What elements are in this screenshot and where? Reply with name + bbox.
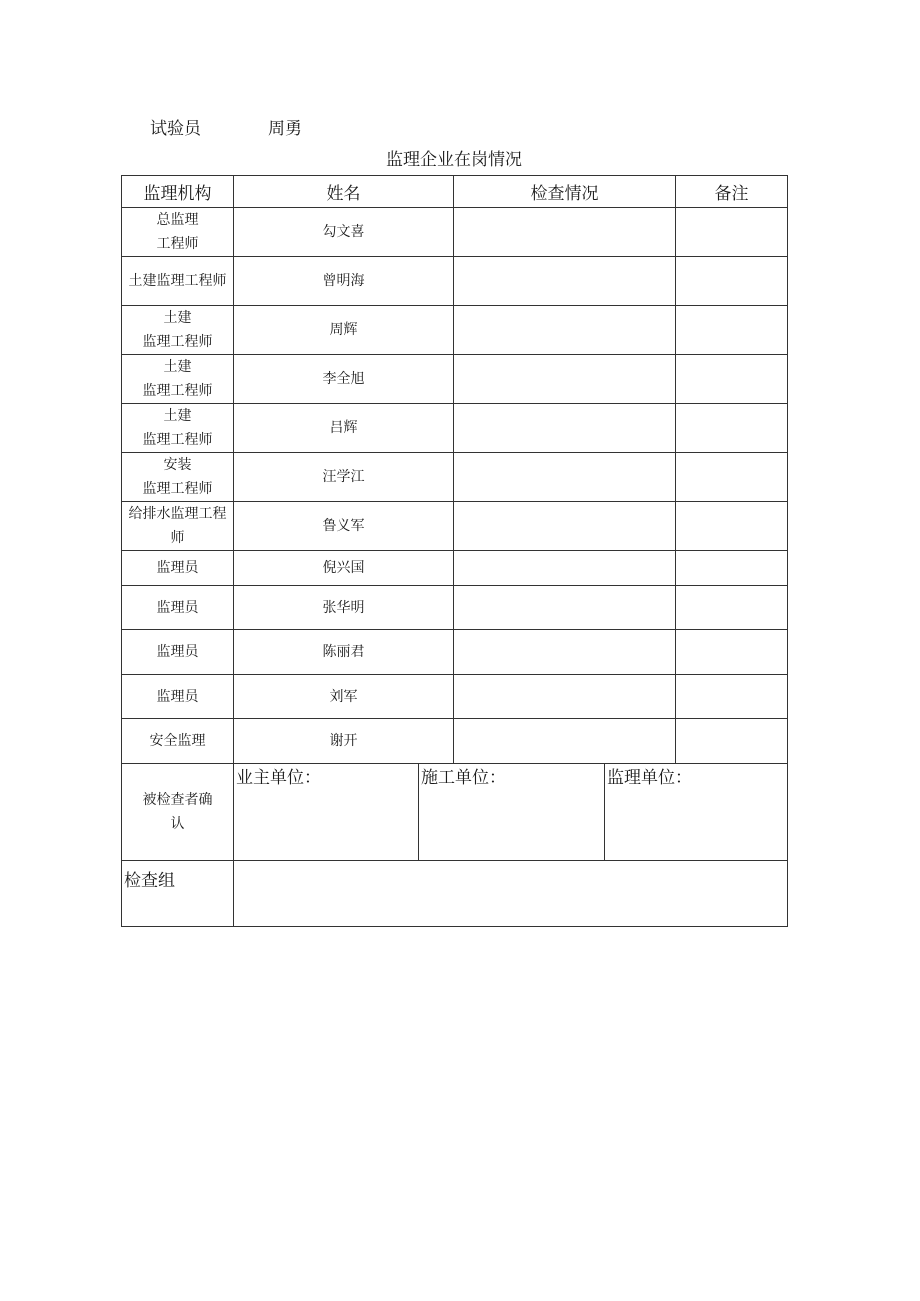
name-cell: 吕辉 [234,404,454,453]
table-row [122,453,788,502]
org-cell [122,355,234,404]
confirm-row [122,764,788,861]
table-row [122,502,788,551]
table-row [122,551,788,586]
org-cell [122,453,234,502]
name-cell: 鲁义军 [234,502,454,551]
table-row [122,675,788,719]
org-cell [122,586,234,630]
table-row [122,208,788,257]
check-cell[interactable] [454,453,676,502]
remark-cell[interactable] [676,306,788,355]
check-cell[interactable] [454,630,676,675]
document-title: 监理企业在岗情况 [386,150,522,170]
org-cell [122,257,234,306]
confirm-units [234,764,788,861]
org-line: 土建 [163,408,192,424]
org-cell [122,502,234,551]
org-line: 工程师 [156,236,199,252]
check-cell[interactable] [454,719,676,764]
name-cell: 刘军 [234,675,454,719]
confirm-label-line-2: 认 [170,816,185,832]
remark-cell[interactable] [676,551,788,586]
org-line: 总监理 [156,212,199,228]
tester-name: 周勇 [268,119,302,139]
confirm-label [122,764,234,861]
remark-cell[interactable] [676,586,788,630]
org-line: 安装 [163,457,192,473]
owner-unit-label: 业主单位： [236,768,321,788]
org-cell [122,306,234,355]
org-cell [122,208,234,257]
inspection-group-field[interactable] [234,861,788,927]
org-cell [122,719,234,764]
org-line: 土建监理工程师 [128,273,227,289]
table-row [122,355,788,404]
name-cell: 谢开 [234,719,454,764]
remark-cell[interactable] [676,404,788,453]
owner-unit-field[interactable] [234,764,418,860]
name-cell: 曾明海 [234,257,454,306]
org-line: 监理工程师 [142,334,213,350]
remark-cell[interactable] [676,453,788,502]
org-cell [122,404,234,453]
check-cell[interactable] [454,404,676,453]
name-cell: 勾文喜 [234,208,454,257]
inspection-group-label: 检查组 [122,861,234,927]
column-header-check: 检查情况 [454,176,676,208]
table-row [122,257,788,306]
check-cell[interactable] [454,257,676,306]
name-cell: 张华明 [234,586,454,630]
table-row [122,630,788,675]
remark-cell[interactable] [676,355,788,404]
table-header-row [122,176,788,208]
check-cell[interactable] [454,502,676,551]
staff-table [121,175,788,927]
org-line: 监理员 [156,599,199,616]
name-cell: 李全旭 [234,355,454,404]
remark-cell[interactable] [676,502,788,551]
remark-cell[interactable] [676,675,788,719]
org-line: 土建 [163,359,192,375]
table-row [122,306,788,355]
org-line: 安全监理 [149,733,206,749]
table-row [122,586,788,630]
name-cell: 倪兴国 [234,551,454,586]
inspection-group-row [122,861,788,927]
name-cell: 陈丽君 [234,630,454,675]
check-cell[interactable] [454,355,676,404]
org-cell [122,551,234,586]
org-line: 土建 [163,310,192,326]
column-header-org: 监理机构 [122,176,234,208]
org-line: 监理员 [156,560,199,576]
staff-rows [122,208,788,764]
check-cell[interactable] [454,586,676,630]
org-line: 监理工程师 [142,383,213,399]
remark-cell[interactable] [676,257,788,306]
name-cell: 周辉 [234,306,454,355]
supervisor-unit-label: 监理单位： [607,768,692,788]
check-cell[interactable] [454,675,676,719]
contractor-unit-label: 施工单位： [421,768,506,788]
supervisor-unit-field[interactable] [604,764,787,860]
org-line: 监理工程师 [142,481,213,497]
column-header-remark: 备注 [676,176,788,208]
org-line: 监理工程师 [142,432,213,448]
remark-cell[interactable] [676,208,788,257]
check-cell[interactable] [454,551,676,586]
confirm-label-line-1: 被检查者确 [142,792,213,808]
tester-label: 试验员 [150,119,201,139]
org-cell [122,675,234,719]
org-line: 监理员 [156,644,199,660]
table-row [122,404,788,453]
remark-cell[interactable] [676,719,788,764]
table-row [122,719,788,764]
column-header-name: 姓名 [234,176,454,208]
name-cell: 汪学江 [234,453,454,502]
check-cell[interactable] [454,208,676,257]
check-cell[interactable] [454,306,676,355]
org-line: 监理员 [156,688,199,705]
org-line: 给排水监理工程 [128,506,227,522]
remark-cell[interactable] [676,630,788,675]
org-cell [122,630,234,675]
contractor-unit-field[interactable] [418,764,604,860]
org-line: 师 [170,530,185,546]
